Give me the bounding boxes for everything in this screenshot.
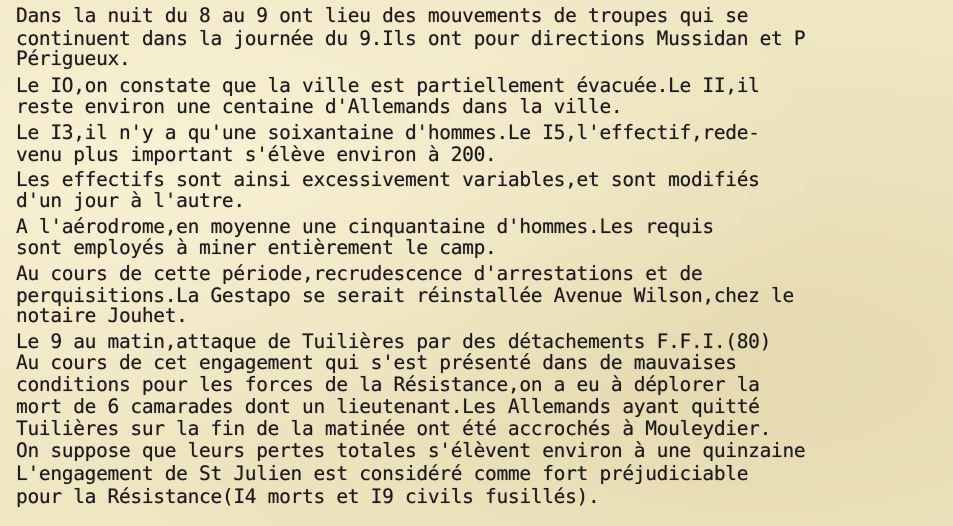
- text-line: Le I3,il n'y a qu'une soixantaine d'hommes.Le I5,l'effectif,rede-: [16, 121, 760, 144]
- text-line: venu plus important s'élève environ à 200.: [16, 143, 497, 166]
- text-line: perquisitions.La Gestapo se serait réinstallée Avenue Wilson,chez le: [16, 284, 794, 307]
- text-line: mort de 6 camarades dont un lieutenant.Les Allemands ayant quitté: [16, 395, 760, 418]
- text-line: Le IO,on constate que la ville est partiellement évacuée.Le II,il: [16, 74, 760, 97]
- text-line: continuent dans la journée du 9.Ils ont pour directions Mussidan et P: [16, 27, 806, 50]
- text-line: L'engagement de St Julien est considéré comme fort préjudiciable: [16, 462, 749, 485]
- text-line: conditions pour les forces de la Résistance,on a eu à déplorer la: [16, 373, 760, 396]
- text-line: pour la Résistance(I4 morts et I9 civils fusillés).: [16, 485, 600, 508]
- text-line: d'un jour à l'autre.: [16, 189, 245, 212]
- text-line: Tuilières sur la fin de la matinée ont été accrochés à Mouleydier.: [16, 417, 772, 440]
- text-line: On suppose que leurs pertes totales s'élèvent environ à une quinzaine: [16, 439, 806, 462]
- text-line: Les effectifs sont ainsi excessivement variables,et sont modifiés: [16, 168, 760, 191]
- text-line: Périgueux.: [16, 47, 131, 70]
- text-line: Le 9 au matin,attaque de Tuilières par des détachements F.F.I.(80): [16, 330, 772, 353]
- text-line: Au cours de cette période,recrudescence d'arrestations et de: [16, 262, 703, 285]
- text-line: Dans la nuit du 8 au 9 ont lieu des mouvements de troupes qui se: [16, 4, 749, 27]
- text-line: reste environ une centaine d'Allemands dans la ville.: [16, 95, 623, 118]
- text-line: A l'aérodrome,en moyenne une cinquantaine d'hommes.Les requis: [16, 215, 714, 238]
- text-line: sont employés à miner entièrement le camp.: [16, 236, 497, 259]
- text-line: notaire Jouhet.: [16, 304, 188, 327]
- text-line: Au cours de cet engagement qui s'est présenté dans de mauvaises: [16, 351, 737, 374]
